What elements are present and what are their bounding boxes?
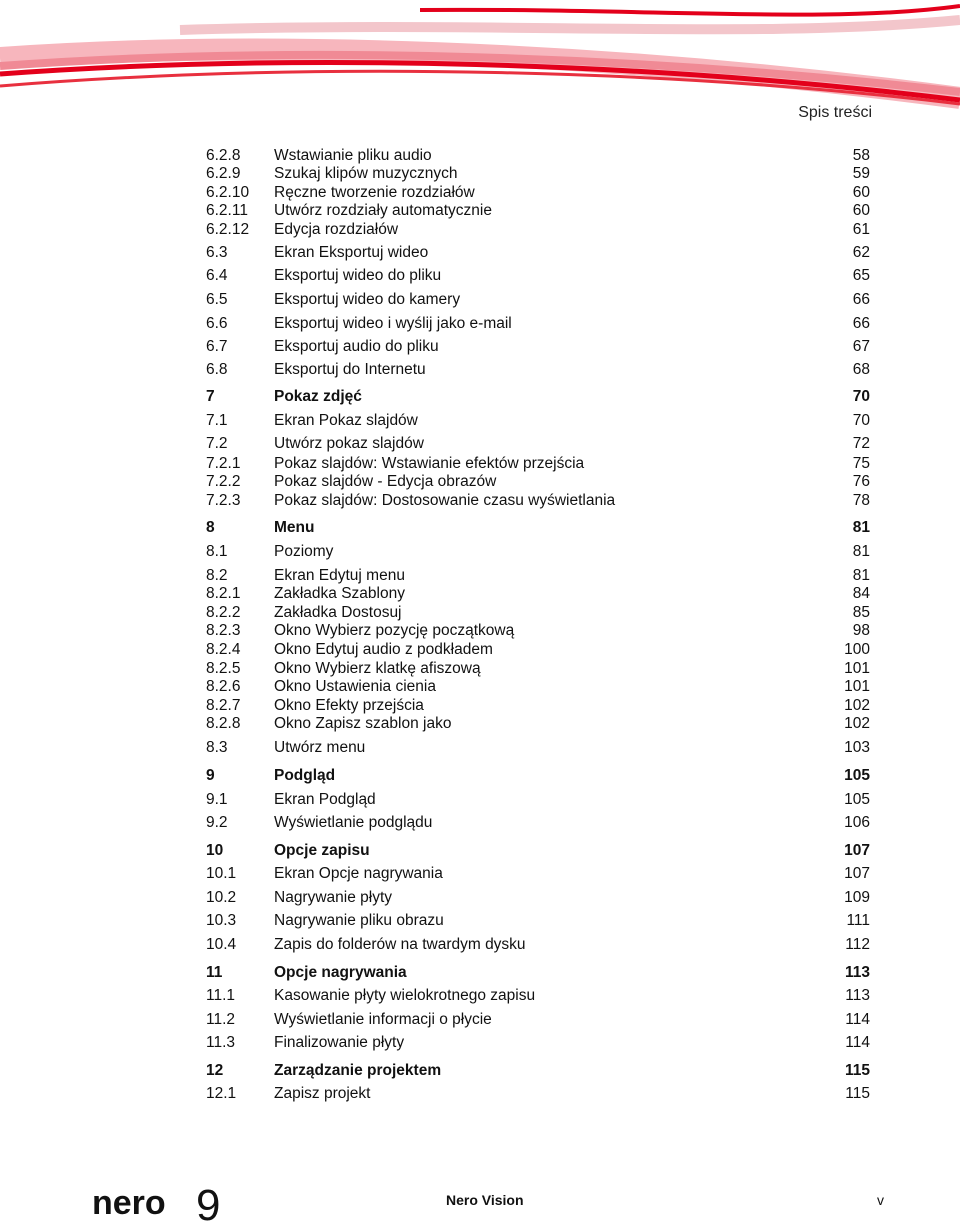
toc-entry-number: 11	[206, 964, 223, 981]
toc-entry-page: 105	[844, 767, 870, 784]
toc-chapter-row	[206, 766, 870, 786]
toc-row	[206, 290, 870, 310]
toc-row	[206, 714, 870, 734]
toc-entry-number: 7.1	[206, 412, 228, 429]
toc-entry-title: Nagrywanie pliku obrazu	[274, 912, 444, 929]
toc-row	[206, 738, 870, 758]
toc-entry-number: 8	[206, 519, 215, 536]
toc-row	[206, 888, 870, 908]
toc-entry-page: 112	[845, 936, 870, 953]
toc-row	[206, 542, 870, 562]
toc-entry-number: 6.5	[206, 291, 228, 308]
toc-entry-number: 6.7	[206, 338, 228, 355]
toc-row	[206, 566, 870, 586]
toc-row	[206, 986, 870, 1006]
toc-entry-number: 8.2.8	[206, 715, 241, 732]
toc-entry-title: Ekran Opcje nagrywania	[274, 865, 443, 882]
toc-entry-title: Okno Wybierz klatkę afiszową	[274, 660, 481, 677]
toc-row	[206, 935, 870, 955]
toc-entry-page: 81	[852, 543, 870, 560]
toc-entry-page: 102	[844, 697, 870, 714]
toc-entry-number: 6.6	[206, 315, 228, 332]
toc-entry-number: 8.3	[206, 739, 228, 756]
toc-entry-page: 72	[852, 435, 870, 452]
toc-entry-number: 10.3	[206, 912, 237, 929]
toc-entry-number: 8.2	[206, 567, 228, 584]
toc-entry-title: Wstawianie pliku audio	[274, 147, 432, 164]
toc-entry-title: Kasowanie płyty wielokrotnego zapisu	[274, 987, 536, 1004]
toc-entry-page: 62	[852, 244, 870, 261]
toc-row	[206, 360, 870, 380]
toc-entry-title: Eksportuj wideo do kamery	[274, 291, 461, 308]
toc-row	[206, 790, 870, 810]
toc-entry-page: 70	[852, 388, 870, 405]
toc-row	[206, 314, 870, 334]
toc-row	[206, 220, 870, 240]
toc-row	[206, 603, 870, 623]
toc-entry-page: 107	[844, 842, 870, 859]
toc-entry-page: 65	[852, 267, 870, 284]
toc-entry-page: 59	[852, 165, 870, 182]
toc-entry-page: 107	[844, 865, 870, 882]
toc-entry-number: 8.2.2	[206, 604, 241, 621]
toc-entry-number: 11.2	[206, 1011, 236, 1028]
toc-entry-number: 12.1	[206, 1085, 237, 1102]
toc-entry-title: Edycja rozdziałów	[274, 221, 399, 238]
toc-entry-page: 67	[852, 338, 870, 355]
toc-entry-page: 60	[852, 184, 870, 201]
toc-entry-page: 58	[852, 147, 870, 164]
toc-row	[206, 411, 870, 431]
toc-entry-page: 61	[852, 221, 870, 238]
toc-entry-title: Utwórz menu	[274, 739, 366, 756]
toc-entry-number: 10.4	[206, 936, 237, 953]
toc-row	[206, 1010, 870, 1030]
toc-entry-page: 101	[844, 678, 870, 695]
toc-entry-number: 6.3	[206, 244, 228, 261]
toc-entry-number: 6.2.8	[206, 147, 241, 164]
toc-entry-number: 9.2	[206, 814, 228, 831]
toc-entry-title: Eksportuj do Internetu	[274, 361, 426, 378]
toc-entry-number: 9.1	[206, 791, 228, 808]
toc-entry-number: 10.1	[206, 865, 237, 882]
toc-row	[206, 491, 870, 511]
toc-entry-page: 100	[844, 641, 870, 658]
toc-row	[206, 864, 870, 884]
footer-product-name: Nero Vision	[446, 1192, 524, 1208]
toc-entry-page: 66	[852, 315, 870, 332]
toc-row	[206, 911, 870, 931]
toc-row	[206, 146, 870, 166]
toc-entry-title: Nagrywanie płyty	[274, 889, 393, 906]
toc-chapter-row	[206, 387, 870, 407]
svg-text:nero: nero	[92, 1184, 166, 1222]
toc-entry-number: 11.3	[206, 1034, 236, 1051]
toc-row	[206, 621, 870, 641]
toc-entry-number: 10.2	[206, 889, 237, 906]
toc-entry-number: 11.1	[206, 987, 236, 1004]
toc-entry-title: Szukaj klipów muzycznych	[274, 165, 458, 182]
toc-entry-page: 106	[844, 814, 870, 831]
toc-entry-title: Ekran Eksportuj wideo	[274, 244, 429, 261]
toc-entry-page: 78	[852, 492, 870, 509]
toc-entry-page: 105	[844, 791, 870, 808]
nero-logo	[92, 1182, 228, 1224]
toc-row	[206, 266, 870, 286]
toc-entry-title: Okno Edytuj audio z podkładem	[274, 641, 493, 658]
toc-chapter-row	[206, 518, 870, 538]
header-title: Spis treści	[798, 104, 872, 121]
toc-entry-title: Wyświetlanie podglądu	[274, 814, 433, 831]
toc-row	[206, 696, 870, 716]
toc-entry-page: 114	[845, 1011, 870, 1028]
toc-entry-title: Opcje zapisu	[274, 842, 370, 859]
toc-entry-title: Pokaz slajdów: Wstawianie efektów przejścia	[274, 455, 585, 472]
toc-entry-number: 6.2.10	[206, 184, 250, 201]
toc-row	[206, 337, 870, 357]
toc-entry-title: Finalizowanie płyty	[274, 1034, 405, 1051]
toc-row	[206, 640, 870, 660]
toc-entry-number: 8.2.3	[206, 622, 241, 639]
toc-entry-number: 8.2.1	[206, 585, 241, 602]
toc-row	[206, 472, 870, 492]
toc-entry-number: 6.8	[206, 361, 228, 378]
toc-row	[206, 454, 870, 474]
toc-chapter-row	[206, 841, 870, 861]
toc-entry-title: Opcje nagrywania	[274, 964, 407, 981]
toc-entry-page: 115	[844, 1062, 870, 1079]
toc-entry-number: 6.4	[206, 267, 228, 284]
toc-entry-page: 114	[845, 1034, 870, 1051]
toc-entry-page: 68	[852, 361, 870, 378]
toc-row	[206, 813, 870, 833]
toc-entry-number: 8.2.5	[206, 660, 241, 677]
toc-entry-page: 113	[844, 964, 870, 981]
toc-entry-number: 8.2.4	[206, 641, 241, 658]
toc-row	[206, 183, 870, 203]
toc-entry-number: 12	[206, 1062, 224, 1079]
toc-entry-page: 70	[852, 412, 870, 429]
toc-entry-title: Utwórz rozdziały automatycznie	[274, 202, 492, 219]
svg-text:9: 9	[196, 1182, 221, 1224]
toc-chapter-row	[206, 963, 870, 983]
toc-entry-title: Menu	[274, 519, 315, 536]
footer-page-number: v	[877, 1192, 884, 1208]
toc-entry-title: Poziomy	[274, 543, 334, 560]
toc-row	[206, 1033, 870, 1053]
toc-entry-title: Ręczne tworzenie rozdziałów	[274, 184, 475, 201]
toc-entry-page: 115	[845, 1085, 870, 1102]
toc-entry-page: 98	[852, 622, 870, 639]
toc-entry-page: 81	[852, 567, 870, 584]
toc-entry-title: Ekran Edytuj menu	[274, 567, 405, 584]
toc-entry-title: Zarządzanie projektem	[274, 1062, 442, 1079]
header-swoosh-decoration	[0, 0, 960, 110]
toc-entry-title: Okno Wybierz pozycję początkową	[274, 622, 515, 639]
toc-entry-page: 84	[852, 585, 870, 602]
toc-entry-title: Pokaz slajdów: Dostosowanie czasu wyświetlania	[274, 492, 616, 509]
toc-entry-number: 10	[206, 842, 224, 859]
toc-entry-title: Zapis do folderów na twardym dysku	[274, 936, 526, 953]
toc-entry-number: 6.2.12	[206, 221, 250, 238]
toc-entry-title: Pokaz slajdów - Edycja obrazów	[274, 473, 497, 490]
toc-entry-title: Ekran Pokaz slajdów	[274, 412, 418, 429]
toc-entry-page: 76	[852, 473, 870, 490]
toc-entry-title: Okno Efekty przejścia	[274, 697, 424, 714]
toc-entry-page: 102	[844, 715, 870, 732]
toc-entry-number: 7	[206, 388, 215, 405]
toc-entry-page: 81	[852, 519, 870, 536]
toc-entry-number: 7.2.1	[206, 455, 241, 472]
toc-entry-number: 8.2.6	[206, 678, 241, 695]
toc-entry-number: 6.2.11	[206, 202, 248, 219]
toc-entry-title: Okno Ustawienia cienia	[274, 678, 436, 695]
toc-entry-title: Zakładka Dostosuj	[274, 604, 402, 621]
toc-row	[206, 164, 870, 184]
toc-row	[206, 243, 870, 263]
toc-entry-page: 111	[846, 912, 870, 929]
toc-entry-page: 101	[844, 660, 870, 677]
toc-entry-number: 7.2	[206, 435, 228, 452]
toc-entry-title: Okno Zapisz szablon jako	[274, 715, 452, 732]
toc-entry-page: 66	[852, 291, 870, 308]
toc-row	[206, 434, 870, 454]
toc-entry-number: 6.2.9	[206, 165, 241, 182]
toc-entry-page: 109	[844, 889, 870, 906]
toc-entry-title: Eksportuj audio do pliku	[274, 338, 439, 355]
toc-chapter-row	[206, 1061, 870, 1081]
toc-entry-title: Wyświetlanie informacji o płycie	[274, 1011, 492, 1028]
toc-entry-title: Eksportuj wideo i wyślij jako e-mail	[274, 315, 512, 332]
toc-row	[206, 201, 870, 221]
toc-entry-number: 7.2.2	[206, 473, 241, 490]
toc-entry-title: Podgląd	[274, 767, 336, 784]
toc-entry-number: 8.2.7	[206, 697, 241, 714]
toc-entry-title: Zapisz projekt	[274, 1085, 371, 1102]
toc-entry-title: Utwórz pokaz slajdów	[274, 435, 424, 452]
page-footer	[0, 1176, 960, 1224]
toc-entry-page: 103	[844, 739, 870, 756]
toc-row	[206, 584, 870, 604]
toc-row	[206, 677, 870, 697]
toc-row	[206, 659, 870, 679]
toc-entry-page: 85	[852, 604, 870, 621]
toc-row	[206, 1084, 870, 1104]
toc-entry-page: 60	[852, 202, 870, 219]
toc-entry-number: 7.2.3	[206, 492, 241, 509]
toc-entry-title: Eksportuj wideo do pliku	[274, 267, 442, 284]
toc-entry-title: Pokaz zdjęć	[274, 388, 362, 405]
toc-entry-number: 9	[206, 767, 215, 784]
toc-entry-title: Zakładka Szablony	[274, 585, 405, 602]
toc-entry-number: 8.1	[206, 543, 228, 560]
toc-entry-title: Ekran Podgląd	[274, 791, 376, 808]
toc-entry-page: 113	[845, 987, 870, 1004]
toc-entry-page: 75	[852, 455, 870, 472]
